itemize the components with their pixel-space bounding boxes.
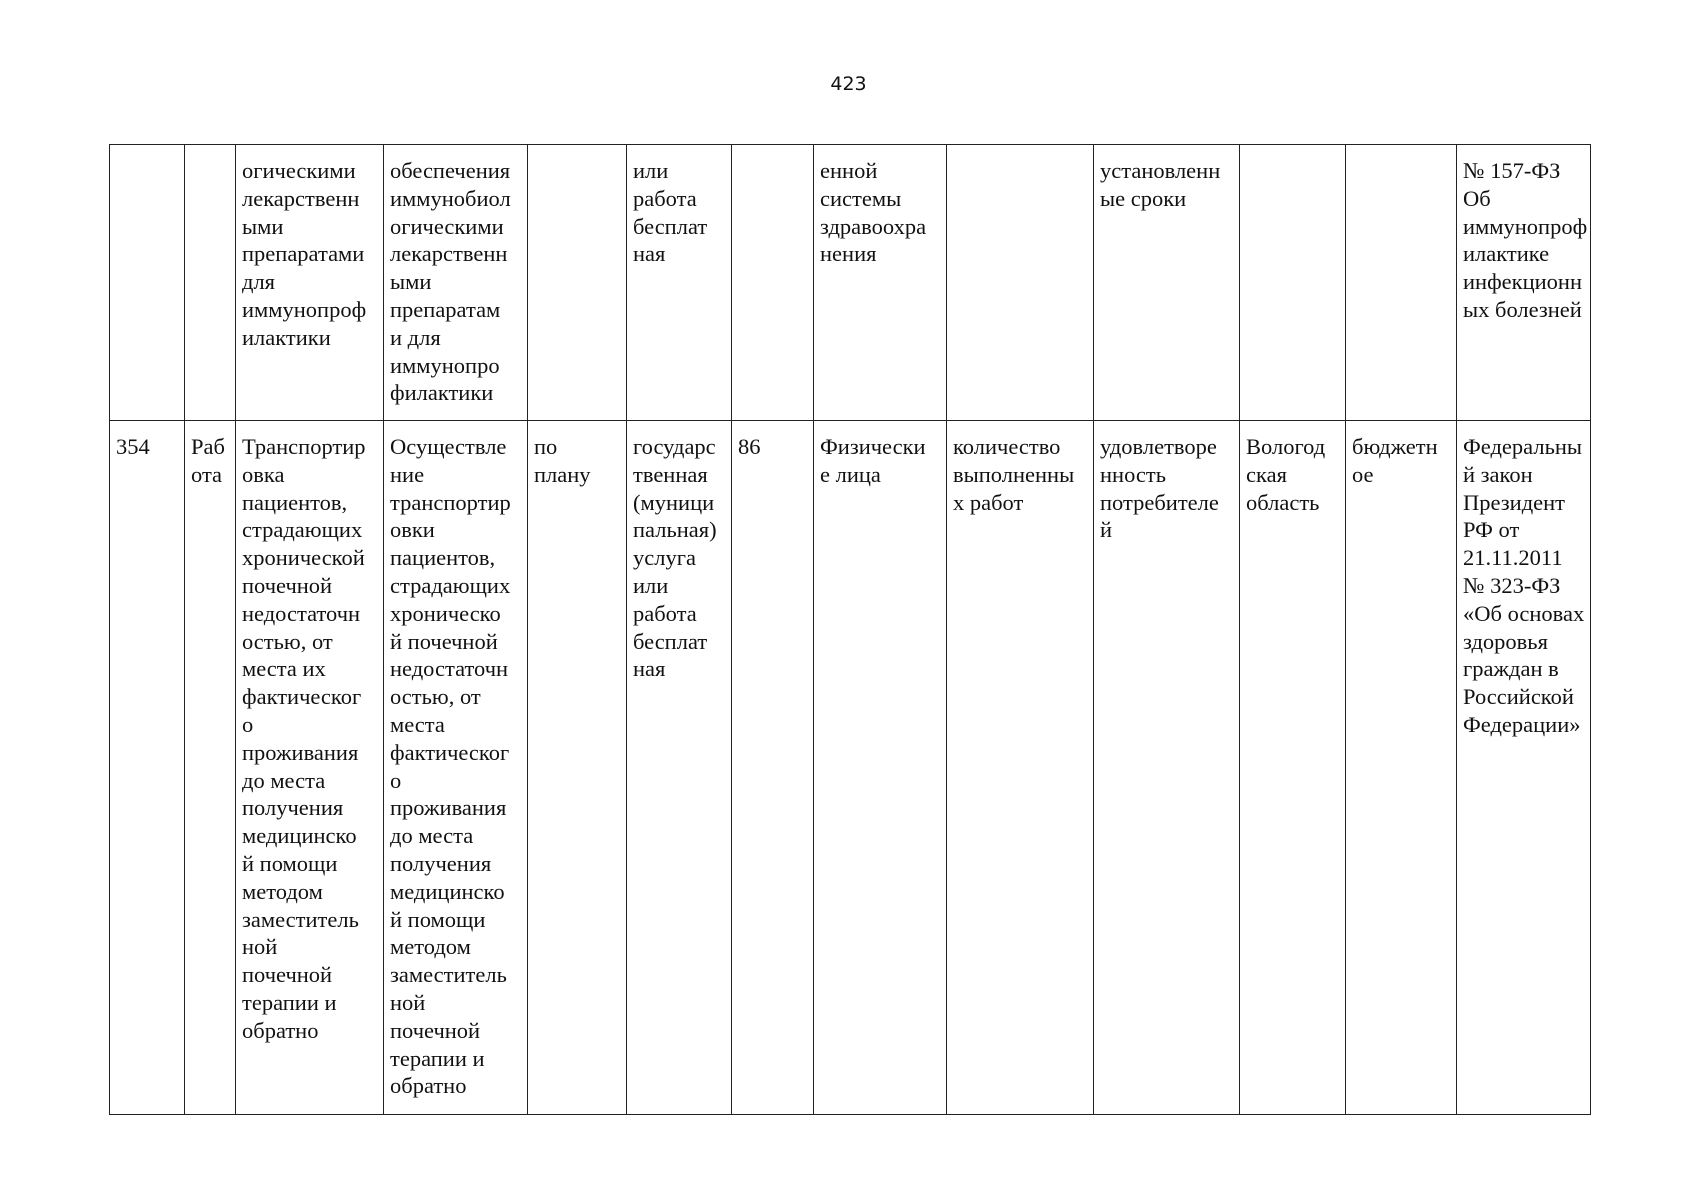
cell-code bbox=[732, 145, 814, 421]
cell-institution-type: бюджетн ое bbox=[1346, 421, 1457, 1115]
cell-type: Раб ота bbox=[185, 421, 236, 1115]
cell-quality-indicator: установленн ые сроки bbox=[1094, 145, 1240, 421]
cell-quality-indicator: удовлетворе нность потребителе й bbox=[1094, 421, 1240, 1115]
cell-consumers: Физически е лица bbox=[814, 421, 947, 1115]
cell-service-type: государс твенная (муници пальная) услуга или работа бесплат ная bbox=[627, 421, 732, 1115]
cell-legal-basis: Федеральны й закон Президент РФ от 21.11.2011 № 323-ФЗ «Об основах здоровья граждан в Российской Федерации» bbox=[1457, 421, 1591, 1115]
cell-number bbox=[110, 145, 185, 421]
cell-type bbox=[185, 145, 236, 421]
cell-content: обеспечения иммунобиол огическими лекарственн ыми препаратам и для иммунопро филактики bbox=[384, 145, 528, 421]
table-row bbox=[110, 421, 1591, 1115]
cell-code: 86 bbox=[732, 421, 814, 1115]
page-number: 423 bbox=[830, 73, 867, 95]
cell-consumers: енной системы здравоохра нения bbox=[814, 145, 947, 421]
cell-condition: по плану bbox=[528, 421, 627, 1115]
cell-service-type: или работа бесплат ная bbox=[627, 145, 732, 421]
cell-content: Осуществле ние транспортир овки пациентов, страдающих хроническо й почечной недостаточн остью, от места фактическог о проживания до места получения медицинско й помощи методом заместитель ной почечной терапии и обратно bbox=[384, 421, 528, 1115]
cell-condition bbox=[528, 145, 627, 421]
cell-name: Транспортир овка пациентов, страдающих хронической почечной недостаточн остью, от места их фактическог о проживания до места получения медицинско й помощи методом заместитель ной почечной терапии и обратно bbox=[236, 421, 384, 1115]
cell-name: огическими лекарственн ыми препаратами для иммунопроф илактики bbox=[236, 145, 384, 421]
cell-legal-basis: № 157-ФЗ Об иммунопроф илактике инфекционн ых болезней bbox=[1457, 145, 1591, 421]
table-row bbox=[110, 145, 1591, 421]
cell-region: Вологод ская область bbox=[1240, 421, 1346, 1115]
cell-region bbox=[1240, 145, 1346, 421]
cell-volume-indicator: количество выполненны х работ bbox=[947, 421, 1094, 1115]
cell-volume-indicator bbox=[947, 145, 1094, 421]
cell-number: 354 bbox=[110, 421, 185, 1115]
cell-institution-type bbox=[1346, 145, 1457, 421]
registry-table bbox=[109, 144, 1591, 1115]
